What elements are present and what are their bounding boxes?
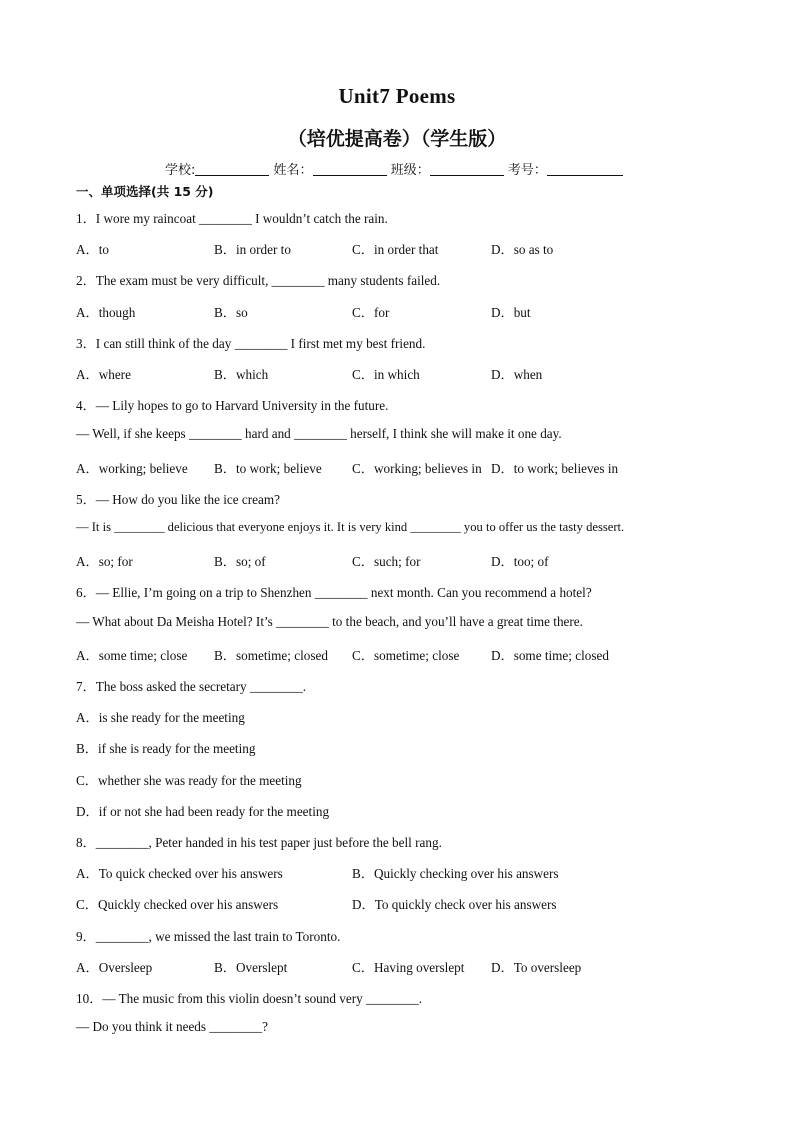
question-9-option-b[interactable]: B．Overslept [214,960,288,975]
question-9-option-c[interactable]: C．Having overslept [352,960,465,975]
question-4-option-b[interactable]: B．to work; believe [214,461,322,476]
question-2-stem: 2．The exam must be very difficult, ________ many students failed. [76,273,441,288]
document-title: Unit7 Poems [338,84,456,108]
question-5-stem: 5．— How do you like the ice cream? [76,492,280,507]
question-3-option-b[interactable]: B．which [214,367,269,382]
question-9-stem: 9．________, we missed the last train to Toronto. [76,929,341,944]
question-3-option-c[interactable]: C．in which [352,367,420,382]
question-9-option-d[interactable]: D．To oversleep [491,960,582,975]
number-label: 考号： [507,163,547,178]
question-3-option-a[interactable]: A．where [76,367,131,382]
question-9-option-a[interactable]: A．Oversleep [76,960,153,975]
document-subtitle: （培优提高卷）（学生版） [287,128,507,150]
school-label: 学校: [165,163,196,178]
question-7-option-b[interactable]: B．if she is ready for the meeting [76,741,256,756]
section-heading: 一、单项选择(共 15 分) [76,184,214,199]
student-info-line [165,159,623,178]
question-8-stem: 8．________, Peter handed in his test paper just before the bell rang. [76,835,442,850]
question-5-stem-reply: — It is ________ delicious that everyone enjoys it. It is very kind ________ you to offer us the tasty dessert. [76,520,625,534]
question-4-option-d[interactable]: D．to work; believes in [491,461,619,476]
name-field[interactable] [313,163,387,176]
question-6-option-c[interactable]: C．sometime; close [352,648,460,663]
question-7-option-c[interactable]: C．whether she was ready for the meeting [76,773,302,788]
question-6-option-b[interactable]: B．sometime; closed [214,648,328,663]
question-1-option-b[interactable]: B．in order to [214,242,291,257]
question-8-option-a[interactable]: A．To quick checked over his answers [76,866,283,881]
name-label: 姓名： [273,163,313,178]
question-2-option-b[interactable]: B．so [214,305,248,320]
question-10-stem-reply: — Do you think it needs ________? [76,1019,268,1034]
question-2-option-a[interactable]: A．though [76,305,136,320]
question-5-option-b[interactable]: B．so; of [214,554,266,569]
question-1-option-c[interactable]: C．in order that [352,242,439,257]
question-6-option-a[interactable]: A．some time; close [76,648,188,663]
question-4-option-c[interactable]: C．working; believes in [352,461,482,476]
class-field[interactable] [430,163,504,176]
question-5-option-c[interactable]: C．such; for [352,554,421,569]
question-8-option-b[interactable]: B．Quickly checking over his answers [352,866,559,881]
question-8-option-c[interactable]: C．Quickly checked over his answers [76,897,279,912]
question-1-stem: 1．I wore my raincoat ________ I wouldn’t catch the rain. [76,211,388,226]
question-2-option-d[interactable]: D．but [491,305,531,320]
question-4-stem: 4．— Lily hopes to go to Harvard University in the future. [76,398,389,413]
question-4-option-a[interactable]: A．working; believe [76,461,188,476]
school-field[interactable] [195,163,269,176]
question-3-stem: 3．I can still think of the day ________ I first met my best friend. [76,336,426,351]
question-7-option-d[interactable]: D．if or not she had been ready for the meeting [76,804,330,819]
question-1-option-d[interactable]: D．so as to [491,242,554,257]
question-5-option-a[interactable]: A．so; for [76,554,133,569]
question-5-option-d[interactable]: D．too; of [491,554,549,569]
question-6-stem: 6．— Ellie, I’m going on a trip to Shenzhen ________ next month. Can you recommend a hotel? [76,585,592,600]
question-1-option-a[interactable]: A．to [76,242,109,257]
question-7-option-a[interactable]: A．is she ready for the meeting [76,710,245,725]
question-2-option-c[interactable]: C．for [352,305,390,320]
question-6-option-d[interactable]: D．some time; closed [491,648,609,663]
class-label: 班级： [390,163,430,178]
question-3-option-d[interactable]: D．when [491,367,543,382]
number-field[interactable] [547,163,623,176]
question-10-stem: 10．— The music from this violin doesn’t sound very ________. [76,991,423,1006]
question-4-stem-reply: — Well, if she keeps ________ hard and ________ herself, I think she will make it one day. [76,426,562,441]
question-8-option-d[interactable]: D．To quickly check over his answers [352,897,557,912]
question-6-stem-reply: — What about Da Meisha Hotel? It’s ________ to the beach, and you’ll have a great time there. [76,614,583,629]
question-7-stem: 7．The boss asked the secretary ________. [76,679,306,694]
